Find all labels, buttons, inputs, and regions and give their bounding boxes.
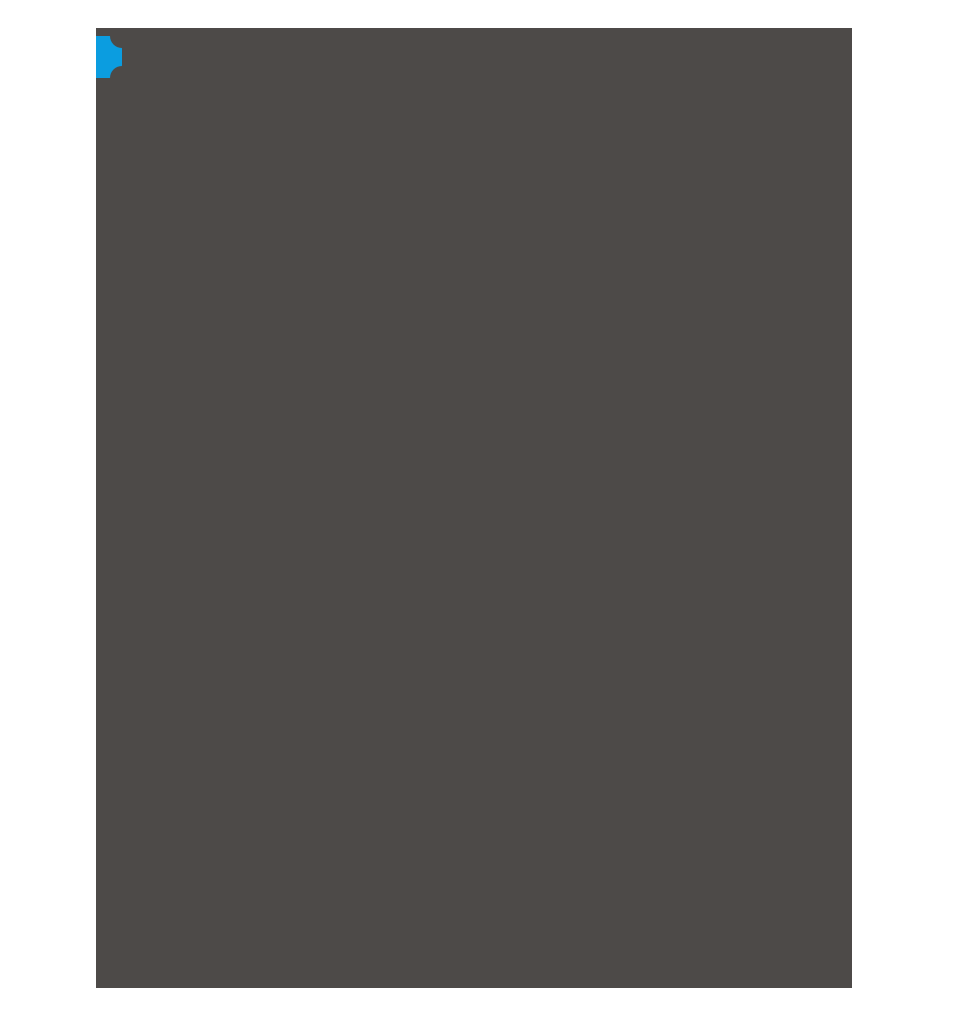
content-panel: [96, 28, 852, 988]
